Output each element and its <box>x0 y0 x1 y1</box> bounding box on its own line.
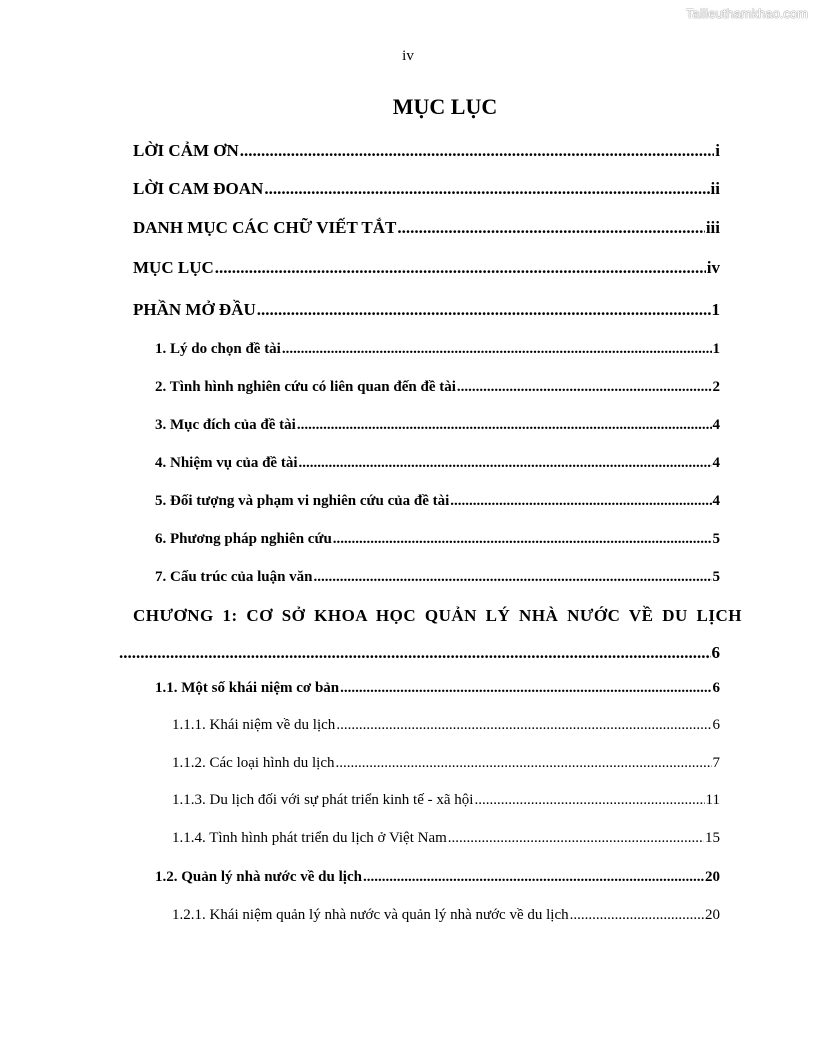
toc-label: 1.1.2. Các loại hình du lịch <box>172 755 335 771</box>
toc-label: 7. Cấu trúc của luận văn <box>155 569 313 585</box>
toc-entry[interactable] <box>172 907 720 924</box>
toc-leader <box>340 680 711 697</box>
toc-leader <box>297 417 712 434</box>
toc-entry[interactable] <box>172 830 720 847</box>
toc-entry[interactable] <box>155 680 720 697</box>
toc-leader <box>570 907 704 924</box>
toc-chapter-label[interactable]: CHƯƠNG 1: CƠ SỞ KHOA HỌC QUẢN LÝ NHÀ NƯỚC VỀ DU LỊCH <box>133 606 742 625</box>
toc-leader <box>336 717 711 734</box>
toc-label: MỤC LỤC <box>133 258 214 277</box>
toc-page: 5 <box>712 531 720 547</box>
toc-entry[interactable] <box>133 258 720 278</box>
toc-label: 1.1.3. Du lịch đối với sự phát triển kinh tế - xã hội <box>172 792 474 808</box>
toc-entry[interactable] <box>133 300 720 320</box>
toc-page: 20 <box>705 869 720 885</box>
toc-leader <box>257 300 711 320</box>
toc-label: 1.1. Một số khái niệm cơ bản <box>155 680 340 696</box>
toc-page: 11 <box>705 792 720 808</box>
toc-leader <box>264 179 709 199</box>
toc-leader <box>215 258 706 278</box>
toc-leader <box>335 755 711 772</box>
toc-leader <box>448 830 704 847</box>
watermark: Tailieuthamkhao.com <box>685 6 808 21</box>
toc-label: 1.2. Quản lý nhà nước về du lịch <box>155 869 362 885</box>
toc-page: iii <box>705 218 720 237</box>
toc-entry[interactable] <box>118 643 720 663</box>
toc-label: 1.1.4. Tình hình phát triển du lịch ở Việt Nam <box>172 830 447 846</box>
toc-label: 5. Đối tượng và phạm vi nghiên cứu của đề tài <box>155 493 450 509</box>
toc-leader <box>450 493 711 510</box>
toc-page: 20 <box>705 907 720 923</box>
toc-label: 6. Phương pháp nghiên cứu <box>155 531 332 547</box>
toc-entry[interactable] <box>172 755 720 772</box>
toc-leader <box>363 869 704 886</box>
toc-page: 6 <box>712 680 720 696</box>
toc-page: 1 <box>711 300 720 319</box>
toc-leader <box>119 643 711 663</box>
toc-page: 5 <box>712 569 720 585</box>
toc-label: 2. Tình hình nghiên cứu có liên quan đến đề tài <box>155 379 456 395</box>
toc-entry[interactable] <box>155 869 720 886</box>
toc-page: 2 <box>712 379 720 395</box>
toc-entry[interactable] <box>172 792 720 809</box>
toc-label: 1.2.1. Khái niệm quản lý nhà nước và quản lý nhà nước về du lịch <box>172 907 569 923</box>
toc-label: 1.1.1. Khái niệm về du lịch <box>172 717 336 733</box>
toc-page: 4 <box>712 493 720 509</box>
toc-entry[interactable] <box>133 218 720 238</box>
toc-entry[interactable] <box>155 493 720 510</box>
toc-entry[interactable] <box>155 379 720 396</box>
toc-label: LỜI CAM ĐOAN <box>133 179 264 198</box>
toc-label: LỜI CẢM ƠN <box>133 141 239 160</box>
toc-page: 7 <box>712 755 720 771</box>
toc-entry[interactable] <box>172 717 720 734</box>
toc-page: ii <box>710 179 720 198</box>
toc-leader <box>282 341 712 358</box>
toc-leader <box>333 531 712 548</box>
toc-label: DANH MỤC CÁC CHỮ VIẾT TẮT <box>133 218 397 237</box>
toc-label: 1. Lý do chọn đề tài <box>155 341 281 357</box>
toc-page: 4 <box>712 417 720 433</box>
toc-leader <box>397 218 704 238</box>
toc-page: i <box>715 141 720 160</box>
toc-entry[interactable] <box>133 141 720 161</box>
toc-page: 4 <box>712 455 720 471</box>
toc-page: iv <box>706 258 720 277</box>
toc-label: PHẦN MỞ ĐẦU <box>133 300 256 319</box>
toc-page: 1 <box>712 341 720 357</box>
toc-entry[interactable] <box>155 341 720 358</box>
toc-label: 3. Mục đích của đề tài <box>155 417 296 433</box>
toc-entry[interactable] <box>133 179 720 199</box>
page-number: iv <box>402 48 414 64</box>
toc-leader <box>314 569 712 586</box>
toc-entry[interactable] <box>155 417 720 434</box>
toc-leader <box>299 455 712 472</box>
page-title: MỤC LỤC <box>392 94 498 119</box>
toc-page: 6 <box>712 717 720 733</box>
toc-leader <box>240 141 714 161</box>
toc-page: 15 <box>705 830 720 846</box>
toc-page: 6 <box>711 643 720 662</box>
toc-entry[interactable] <box>155 531 720 548</box>
toc-entry[interactable] <box>155 455 720 472</box>
toc-leader <box>457 379 712 396</box>
toc-leader <box>474 792 704 809</box>
toc-entry[interactable] <box>155 569 720 586</box>
toc-label: 4. Nhiệm vụ của đề tài <box>155 455 298 471</box>
